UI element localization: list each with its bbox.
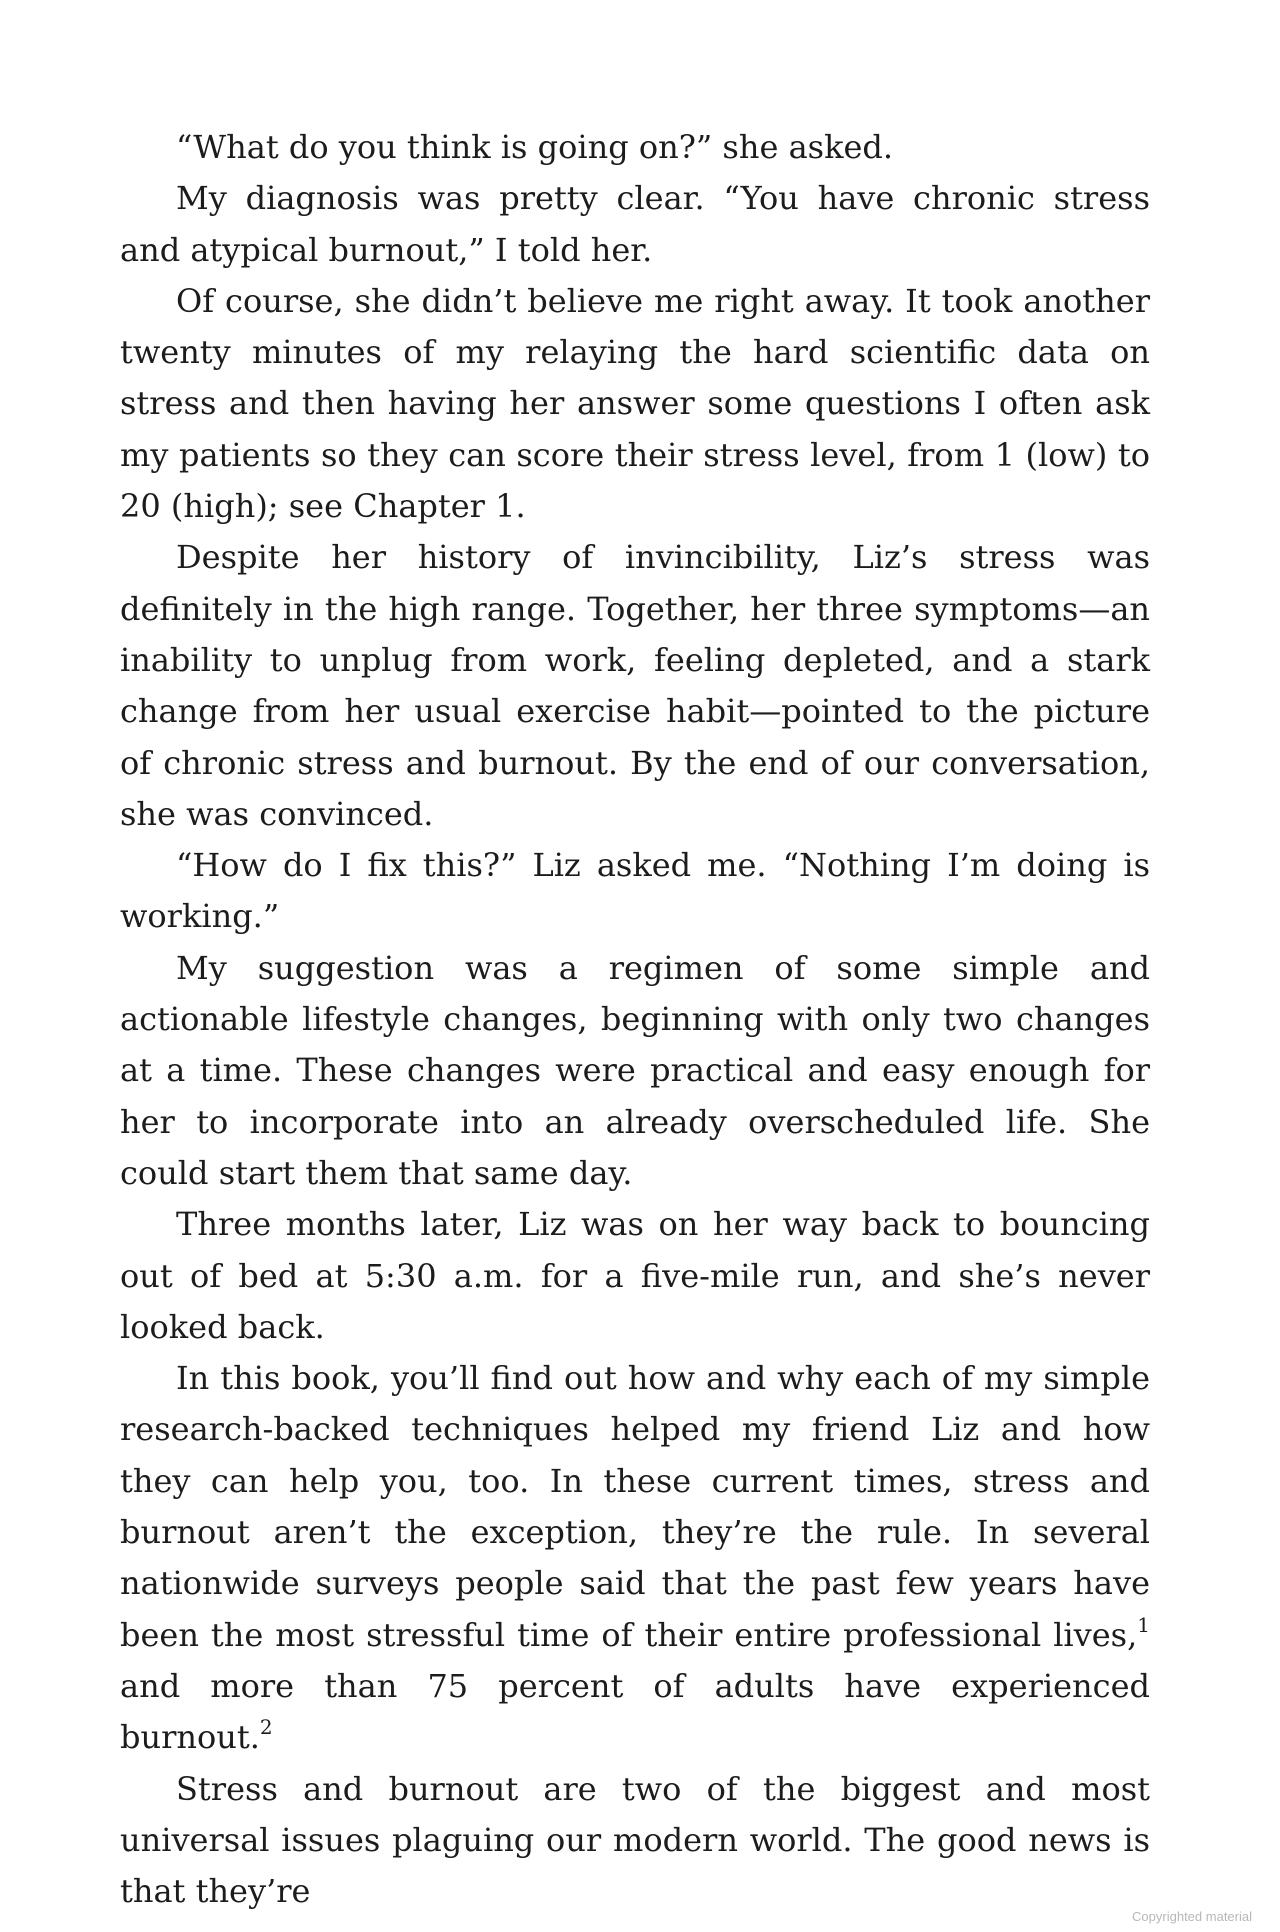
paragraph: “What do you think is going on?” she asked. bbox=[176, 128, 894, 166]
paragraph-with-footnotes bbox=[120, 1353, 1150, 1763]
paragraph-text: and more than 75 percent of adults have experienced burnout. bbox=[120, 1666, 1150, 1757]
paragraph: Despite her history of invincibility, Liz’s stress was definitely in the high range. Together, her three symptoms—an inability to unplug from work, feeling depleted, and a stark change from her usual exercise habit—pointed to the picture of chronic stress and burnout. By the end of our conversation, she was convinced. bbox=[120, 538, 1150, 833]
paragraph: “How do I fix this?” Liz asked me. “Nothing I’m doing is working.” bbox=[120, 846, 1150, 936]
paragraph: Of course, she didn’t believe me right away. It took another twenty minutes of my relaying the hard scientific data on stress and then having her answer some questions I often ask my patients so they can score their stress level, from 1 (low) to 20 (high); see Chapter 1. bbox=[120, 281, 1150, 526]
book-page-body bbox=[120, 122, 1150, 1917]
paragraph-text: In this book, you’ll find out how and why each of my simple research-backed techniques helped my friend Liz and how they can help you, too. In these current times, stress and burnout aren’t the exception, they’re the rule. In several nationwide surveys people said that the past few years have been the most stressful time of their entire professional lives, bbox=[120, 1359, 1150, 1654]
copyright-watermark: Copyrighted material bbox=[1132, 1909, 1252, 1924]
footnote-marker: 1 bbox=[1137, 1612, 1150, 1637]
paragraph: My suggestion was a regimen of some simple and actionable lifestyle changes, beginning with only two changes at a time. These changes were practical and easy enough for her to incorporate into an already overscheduled life. She could start them that same day. bbox=[120, 948, 1150, 1192]
footnote-marker: 2 bbox=[259, 1715, 273, 1740]
paragraph: Stress and burnout are two of the biggest and most universal issues plaguing our modern world. The good news is that they’re bbox=[120, 1769, 1150, 1911]
paragraph: My diagnosis was pretty clear. “You have chronic stress and atypical burnout,” I told her. bbox=[120, 179, 1150, 269]
paragraph: Three months later, Liz was on her way back to bouncing out of bed at 5:30 a.m. for a five-mile run, and she’s never looked back. bbox=[120, 1205, 1150, 1346]
